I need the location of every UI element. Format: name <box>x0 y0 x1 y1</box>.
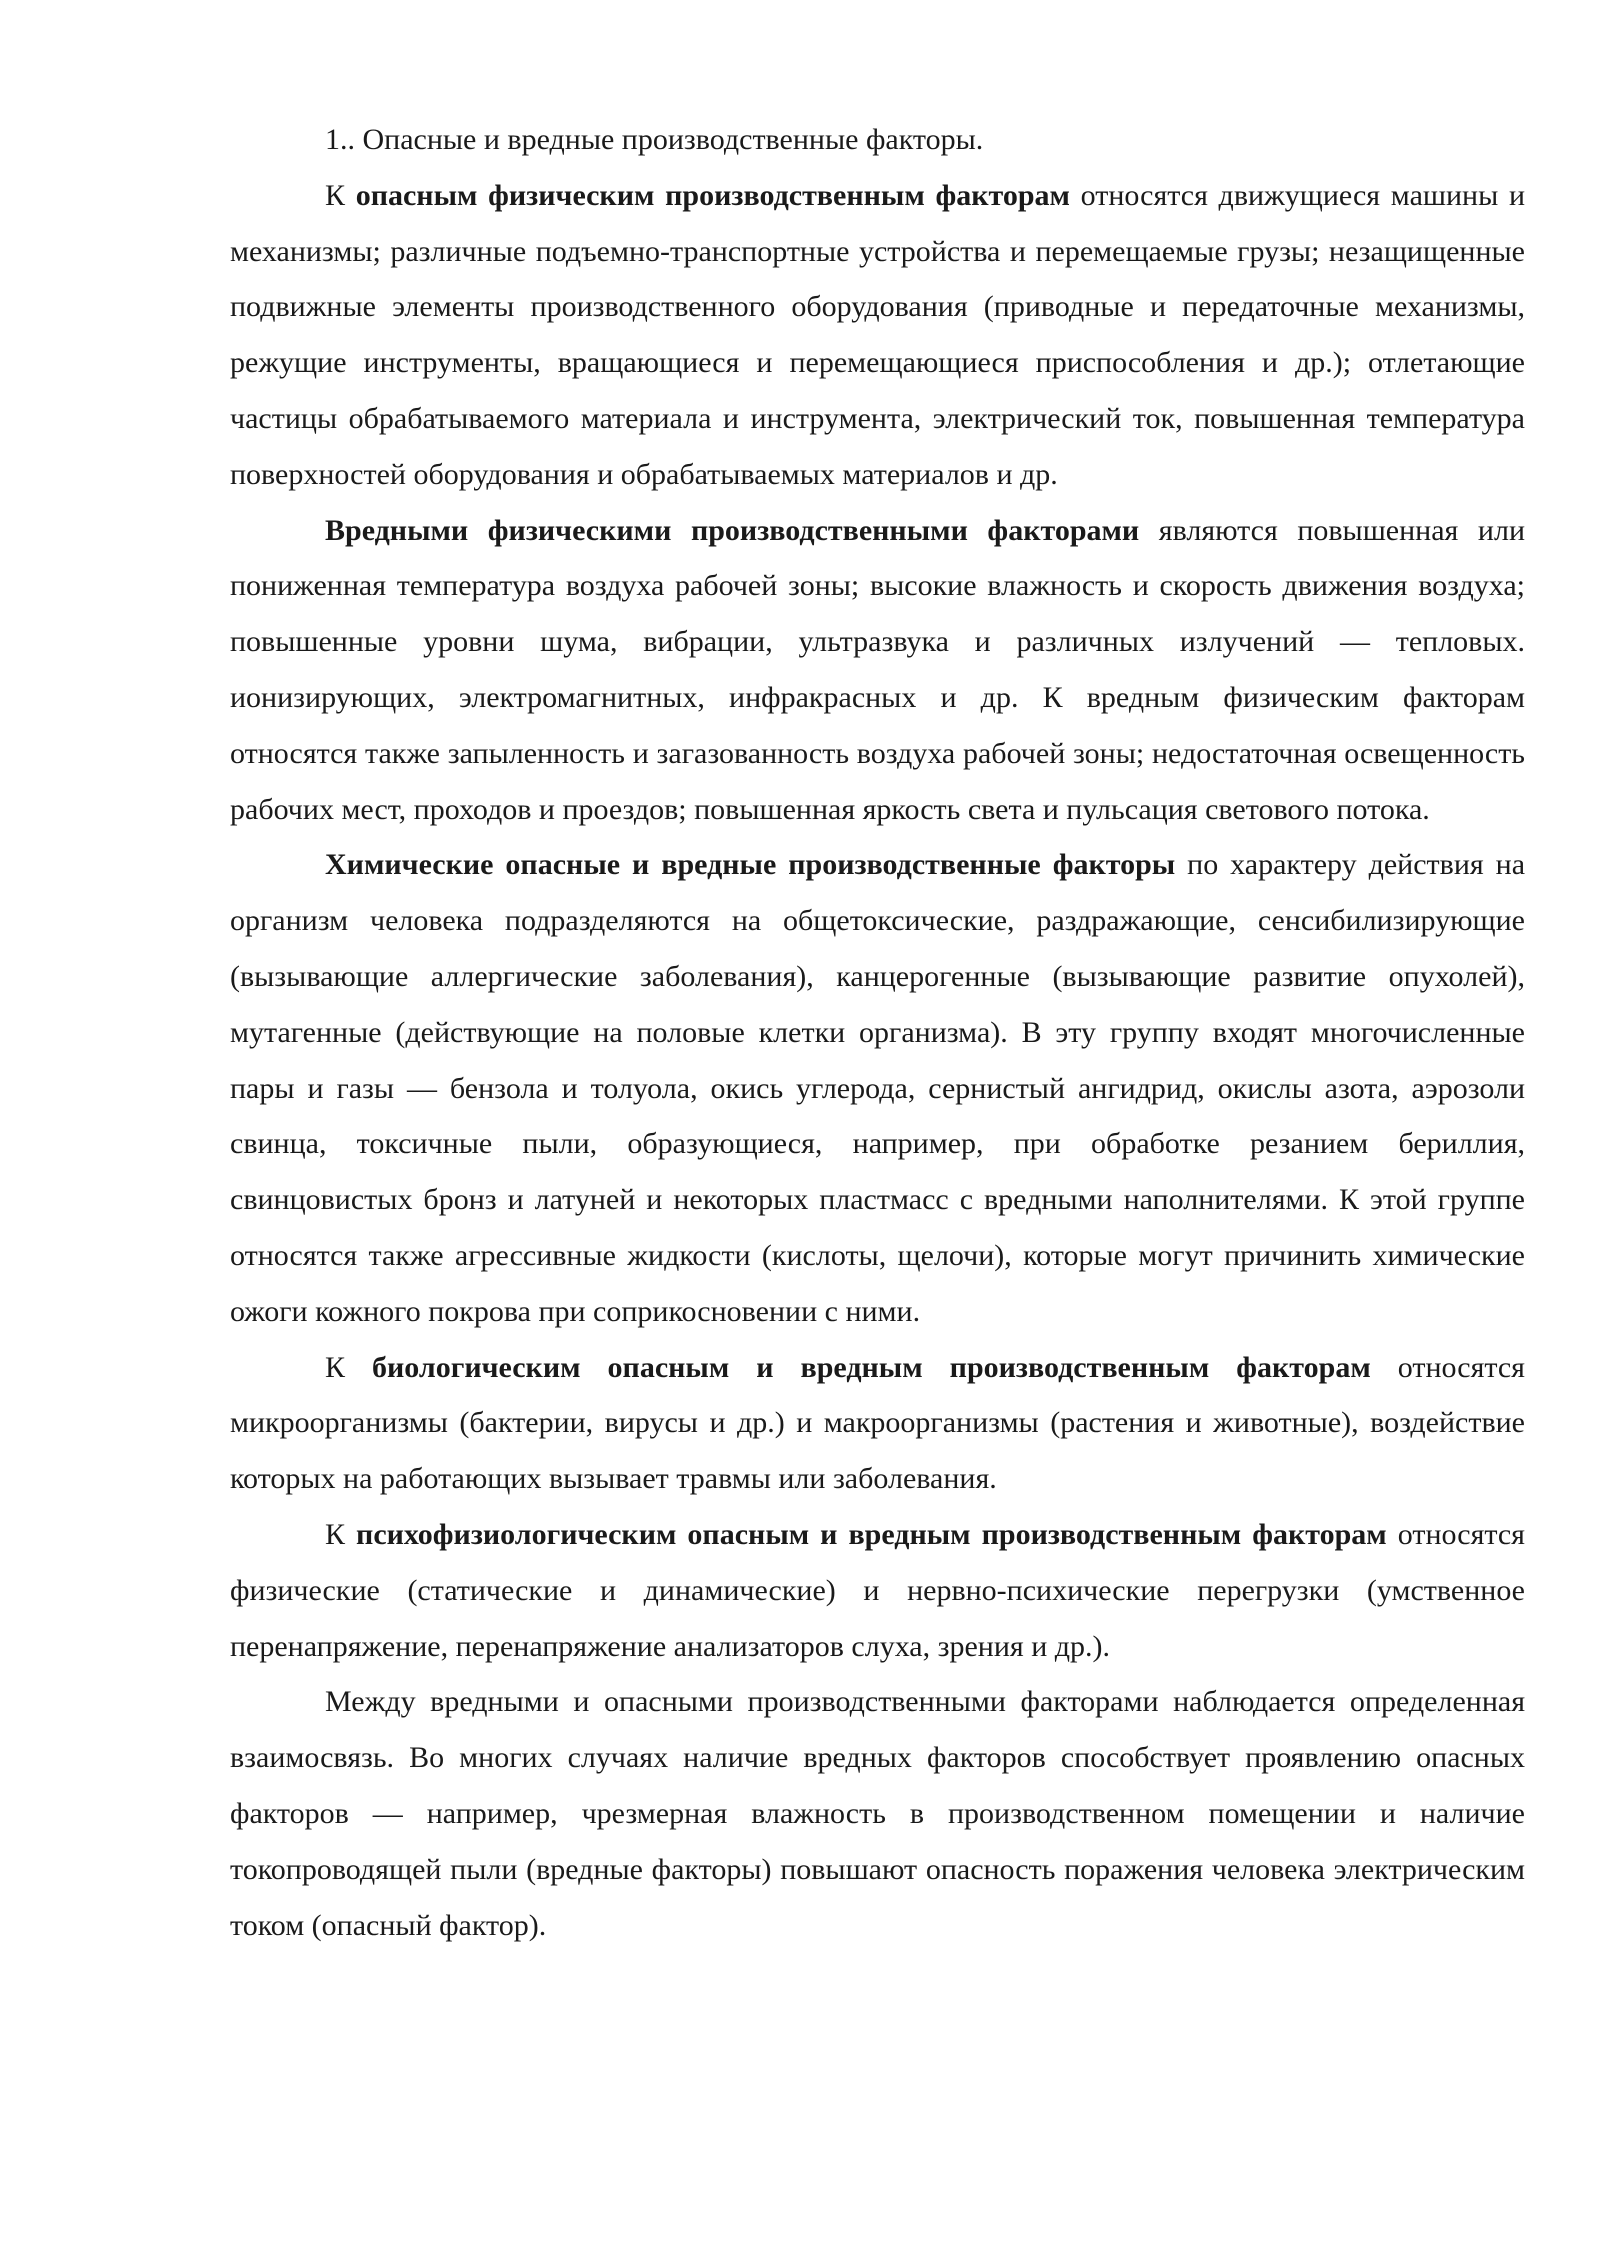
paragraph-dangerous-physical-factors <box>230 168 1525 503</box>
paragraph-bold-term: Вредными физическими производственными факторами <box>325 513 1140 547</box>
paragraph-harmful-physical-factors <box>230 503 1525 838</box>
paragraph-bold-term: опасным физическим производственным факторам <box>355 178 1070 212</box>
paragraph-biological-factors <box>230 1340 1525 1507</box>
paragraph-lead-in: К <box>325 1517 357 1551</box>
paragraph-body: являются повышенная или пониженная температура воздуха рабочей зоны; высокие влажность и скорость движения воздуха; повышенные уровни шума, вибрации, ультразвука и различных излучений — тепловых. ионизирующих, электромагнитных, инфракрасных и др. К вредным физическим факторам относятся также запыленность и загазованность воздуха рабочей зоны; недостаточная освещенность рабочих мест, проходов и проездов; повышенная яркость света и пульсация светового потока. <box>230 513 1526 826</box>
paragraph-body: по характеру действия на организм человека подразделяются на общетоксические, раздражающие, сенсибилизирующие (вызывающие аллергические заболевания), канцерогенные (вызывающие развитие опухолей), мутагенные (действующие на половые клетки организма). В эту группу входят многочисленные пары и газы — бензола и толуола, окись углерода, сернистый ангидрид, окислы азота, аэрозоли свинца, токсичные пыли, образующиеся, например, при обработке резанием бериллия, свинцовистых бронз и латуней и некоторых пластмасс с вредными наполнителями. К этой группе относятся также агрессивные жидкости (кислоты, щелочи), которые могут причинить химические ожоги кожного покрова при соприкосновении с ними. <box>230 848 1526 1328</box>
paragraph-factor-relationship <box>230 1674 1525 1953</box>
section-heading: 1.. Опасные и вредные производственные факторы. <box>325 123 984 156</box>
paragraph-body: относятся физические (статические и динамические) и нервно-психические перегрузки (умственное перенапряжение, перенапряжение анализаторов слуха, зрения и др.). <box>230 1517 1525 1663</box>
paragraph-bold-term: психофизиологическим опасным и вредным производственным факторам <box>356 1517 1387 1551</box>
paragraph-bold-term: Химические опасные и вредные производственные факторы <box>325 848 1176 882</box>
paragraph-body: относятся движущиеся машины и механизмы; различные подъемно-транспортные устройства и перемещаемые грузы; незащищенные подвижные элементы производственного оборудования (приводные и передаточные механизмы, режущие инструменты, вращающиеся и перемещающиеся приспособления и др.); отлетающие частицы обрабатываемого материала и инструмента, электрический ток, повышенная температура поверхностей оборудования и обрабатываемых материалов и др. <box>230 178 1525 491</box>
paragraph-lead-in: К <box>325 1350 372 1384</box>
paragraph-psychophysiological-factors <box>230 1507 1525 1674</box>
paragraph-bold-term: биологическим опасным и вредным производственным факторам <box>372 1350 1371 1384</box>
paragraph-lead-in: К <box>325 178 356 212</box>
document-page <box>230 112 1525 1953</box>
paragraph-body: относятся микроорганизмы (бактерии, вирусы и др.) и макроорганизмы (растения и животные), воздействие которых на работающих вызывает травмы или заболевания. <box>230 1350 1525 1496</box>
paragraph-lead-in: Между вредными и опасными производственными факторами наблюдается определенная взаимосвязь. Во многих случаях наличие вредных факторов способствует проявлению опасных факторов — например, чрезмерная влажность в производственном помещении и наличие токопроводящей пыли (вредные факторы) повышают опасность поражения человека электрическим током (опасный фактор). <box>230 1685 1525 1942</box>
paragraph-chemical-factors <box>230 837 1525 1339</box>
